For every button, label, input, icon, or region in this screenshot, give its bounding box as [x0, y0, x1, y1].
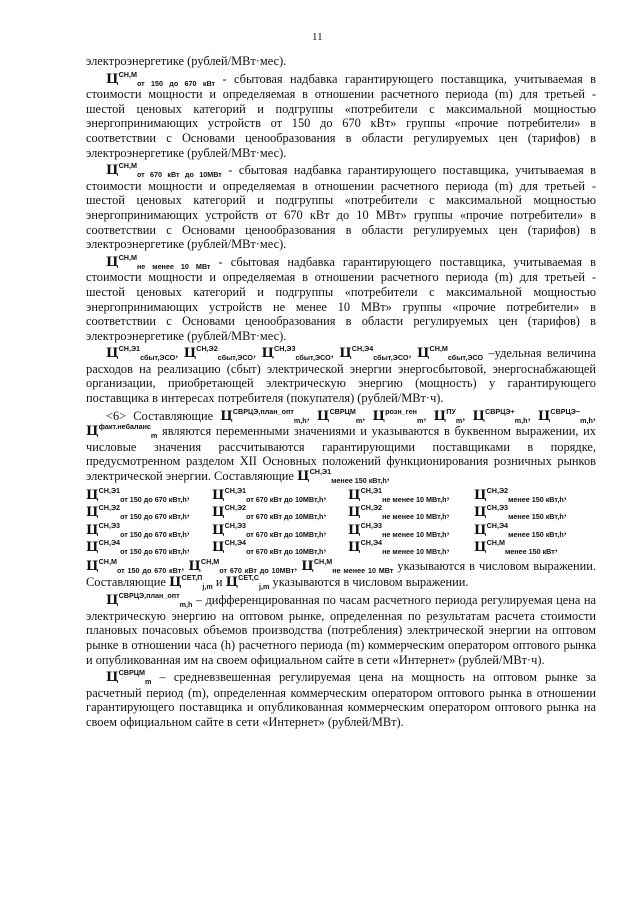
symbol-tsenа: Ц [106, 71, 119, 87]
symbol-superscript: СЕТ,С [238, 572, 259, 582]
symbol-superscript: СН,Э1 [224, 485, 247, 495]
paragraph-text: указываются в числовом выражении. Составляющие [86, 559, 596, 589]
symbol-superscript: СВРЦМ [118, 668, 145, 678]
symbol-subscript: не менее 10 МВт,h [382, 512, 447, 522]
definition-text: - сбытовая надбавка гарантирующего поставщика, учитываемая в стоимости мощности и определяемая в отношении расчетного периода (m) для третьей - шестой ценовых категорий и подгруппы «потребители с максимальной мощностью энергопринимающих устройств не менее 10 МВт» группы «прочие потребители» в соответствии с Основами ценообразования в области регулируемых цен (тарифов) в электроэнергетике (рублей/МВт·мес). [86, 254, 596, 343]
grid-cell: $Ц^{СН,Э3}_{от 150 до 670 кВт,h}$, [86, 520, 190, 539]
grid-cell: $Ц^{СН,Э1}_{от 670 кВт до 10МВт,h}$, [212, 485, 327, 504]
symbol: Ц [348, 522, 361, 538]
grid-cell: $Ц^{СН,М}_{менее 150 кВт}$, [474, 538, 558, 557]
symbol-subscript: не менее 10 МВт,h [382, 494, 447, 504]
document-body [86, 54, 596, 733]
symbol-superscript: СН,М [118, 252, 137, 262]
grid-cell: $Ц^{СН,Э2}_{не менее 10 МВт,h}$, [348, 503, 450, 522]
definition-9 [86, 670, 596, 729]
symbol-superscript: факт.небаланс [98, 422, 151, 432]
symbol-subscript: от 670 кВт до 10МВт,h [246, 512, 324, 522]
symbol: Ц [339, 346, 352, 362]
symbol-subscript: от 670 кВт до 10МВт [219, 566, 295, 575]
symbol-superscript: СН,Э3 [274, 344, 296, 354]
symbol: Ц [301, 559, 314, 574]
symbol-subscript: m [355, 415, 363, 425]
symbol: Ц [86, 522, 99, 538]
symbol-subscript: m,h [580, 415, 593, 425]
symbol-superscript: СВРЦЭ,план_опт [118, 591, 180, 601]
symbol: Ц [348, 487, 361, 503]
symbol-superscript: СН,Э2 [98, 503, 121, 513]
symbol-superscript: СН,Э1 [98, 485, 121, 495]
symbol-subscript: m,h [179, 600, 193, 610]
symbol-subscript: сбыт,ЭСО [217, 353, 253, 363]
grid-cell: $Ц^{СН,Э1}_{от 150 до 670 кВт,h}$, [86, 485, 190, 504]
symbol-subscript: m,h [514, 415, 528, 425]
symbol: Ц [297, 469, 310, 485]
symbol-superscript: СН,Э2 [196, 344, 218, 354]
definition-text: - сбытовая надбавка гарантирующего поставщика, учитываемая в стоимости мощности и определяемая в отношении расчетного периода (m) для третьей - шестой ценовых категорий и подгруппы «потребители с максимальной мощностью энергопринимающих устройств от 150 до 670 кВт» группы «прочие потребители» в соответствии с Основами ценообразования в области регулируемых цен (тарифов) в электроэнергетике (рублей/МВт·мес). [86, 71, 596, 160]
symbol-superscript: СВРЦМ [329, 406, 356, 416]
symbol-subscript: менее 150 кВт,h [508, 529, 564, 539]
symbol-superscript: СН,Э2 [360, 503, 383, 513]
symbol: Ц [212, 505, 225, 521]
symbol: Ц [106, 163, 119, 179]
symbol-superscript: СН,М [313, 557, 333, 566]
symbol-subscript: не менее 10 МВт,h [382, 529, 447, 539]
symbol-subscript: сбыт,ЭСО [373, 353, 409, 363]
definition-4 [86, 346, 596, 405]
symbol: Ц [474, 540, 487, 556]
symbol-superscript: СН,М [486, 538, 505, 548]
paragraph-text: являются переменными значениями и указываются в буквенном выражении, их числовые значения рассчитываются гарантирующими поставщиками в порядке, предусмотренном разделом XII Основных положений функционирования розничных рынков электрической энергии. Составляющие [86, 424, 596, 484]
symbol: Ц [261, 346, 275, 362]
symbol: Ц [86, 505, 99, 521]
grid-cell: $Ц^{СН,Э1}_{не менее 10 МВт,h}$, [348, 485, 450, 504]
symbol-superscript: СН,М [429, 344, 448, 354]
symbol-superscript: СН,Э4 [486, 520, 509, 530]
symbol-superscript: СЕТ,П [181, 572, 203, 582]
symbol: Ц [86, 559, 99, 574]
grid-cell: $Ц^{СН,Э3}_{не менее 10 МВт,h}$, [348, 520, 450, 539]
symbol-subscript: m [144, 677, 152, 687]
symbol-subscript: от 150 до 670 кВт,h [120, 529, 187, 539]
grid-cell: $Ц^{СН,Э4}_{от 670 кВт до 10МВт,h}$, [212, 538, 327, 557]
symbol: Ц [86, 540, 99, 556]
symbol-subscript: от 150 до 670 кВт,h [120, 547, 187, 557]
definition-text: – дифференцированная по часам расчетного периода регулируемая цена на электрическую энергию на оптовом рынке, определенная по результатам расчета стоимости плановых почасовых объемов производства (потребления) электрической энергии на оптовом рынке в отношении часа (h) расчетного периода (m) коммерческим оператором оптового рынка и опубликованная им на своем официальном сайте в сети «Интернет» (рублей/МВт·ч). [86, 593, 596, 667]
symbol-subscript: сбыт,ЭСО [140, 353, 176, 363]
paragraph-text: указываются в числовом выражении. [272, 574, 469, 589]
symbol-subscript: менее 150 кВт,h [508, 494, 564, 504]
symbol-superscript: СН,Э3 [224, 520, 247, 530]
symbol: Ц [348, 505, 361, 521]
symbol: Ц [474, 487, 487, 503]
symbol-subscript: от 670 кВт до 10МВт,h [246, 529, 324, 539]
definition-2 [86, 163, 596, 252]
symbol: Ц [225, 574, 239, 590]
symbol-superscript: СН,М [118, 69, 137, 79]
symbol: Ц [212, 522, 225, 538]
symbol-superscript: розн_ген [385, 406, 417, 416]
symbol-subscript: j,m [202, 581, 213, 591]
symbol-subscript: сбыт,ЭСО [447, 353, 484, 363]
symbol: Ц [316, 408, 330, 424]
symbol: Ц [472, 408, 486, 424]
symbol-superscript: СН,М [118, 161, 137, 171]
symbol: Ц [433, 408, 447, 424]
symbol-superscript: СН,Э4 [360, 538, 383, 548]
symbol: Ц [86, 487, 99, 503]
symbol: Ц [106, 254, 119, 270]
symbol: Ц [537, 408, 551, 424]
definition-text: – средневзвешенная регулируемая цена на мощность на оптовом рынке за расчетный период (m), определенная коммерческим оператором оптового рынка в отношении гарантирующего поставщика и опубликованная коммерческим оператором оптового рынка на своем официальном сайте в сети «Интернет» (рублей/МВт). [86, 670, 597, 729]
symbol-superscript: СН,Э3 [486, 503, 509, 513]
symbol: Ц [106, 346, 119, 362]
grid-cell: $Ц^{СН,Э4}_{менее 150 кВт,h}$, [474, 520, 567, 539]
symbol-subscript: m [455, 415, 463, 425]
symbol-subscript: не менее 10 МВт [332, 566, 394, 575]
symbol: Ц [86, 424, 99, 440]
symbol: Ц [416, 346, 430, 362]
symbol-subscript: не менее 10 МВт,h [382, 547, 447, 557]
symbol-superscript: ПУ [446, 406, 456, 416]
grid-cell: $Ц^{СН,Э2}_{от 670 кВт до 10МВт,h}$, [212, 503, 327, 522]
symbol: Ц [183, 346, 197, 362]
symbol-subscript: от 150 до 670 кВт [116, 566, 182, 575]
symbol: Ц [106, 670, 119, 686]
symbol-subscript: от 670 кВт до 10МВт,h [246, 494, 324, 504]
symbol-subscript: не менее 10 МВт [136, 261, 211, 271]
symbol-grid [86, 485, 596, 557]
definition-8 [86, 593, 596, 667]
symbol: Ц [474, 522, 487, 538]
symbol-superscript: СН,Э4 [98, 538, 121, 548]
symbol-superscript: СН,М [200, 557, 220, 566]
paragraph-0: электроэнергетике (рублей/МВт·мес). [86, 54, 287, 68]
symbol-superscript: СН,Э3 [98, 520, 121, 530]
symbol-group: $Ц^{СН,Э1}_{сбыт,ЭСО}$, $Ц^{СН,Э2}_{сбыт,ЭСО}$, $Ц^{СН,Э3}_{сбыт,ЭСО}$, $Ц^{СН,Э4}_{сбыт,ЭСО}$, $Ц^{СН,М}_{сбыт,ЭСО}$ [106, 344, 484, 363]
symbol-superscript: СВРЦЭ− [550, 406, 581, 416]
symbol-superscript: СН,Э4 [224, 538, 247, 548]
symbol-superscript: СВРЦЭ,план_опт [232, 406, 294, 416]
symbol-superscript: СН,Э1 [360, 485, 383, 495]
grid-cell: $Ц^{СН,Э4}_{не менее 10 МВт,h}$, [348, 538, 450, 557]
definition-text: –удельная величина расходов на реализацию (сбыт) электрической энергии энергосбытовой, энергоснабжающей организации, приобретающей электрическую энергию (мощность) у гарантирующего поставщика в интересах потребителя (покупателя) (рублей/МВт·ч). [86, 346, 597, 406]
symbol-superscript: СН,Э1 [118, 344, 141, 354]
symbol-subscript: от 670 кВт до 10МВт,h [246, 547, 324, 557]
definition-text: - сбытовая надбавка гарантирующего поставщика, учитываемая в стоимости мощности и определяемая в отношении расчетного периода (m) для третьей - шестой ценовых категорий и подгруппы «потребители с максимальной мощностью энергопринимающих устройств от 670 кВт до 10 МВт» группы «прочие потребители» в соответствии с Основами ценообразования в области регулируемых цен (тарифов) в электроэнергетике (рублей/МВт·мес). [86, 163, 596, 252]
symbol-subscript: от 150 до 670 кВт,h [120, 494, 187, 504]
symbol: Ц [372, 408, 386, 424]
definition-1 [86, 69, 596, 161]
symbol-superscript: СН,Э3 [360, 520, 383, 530]
symbol-superscript: СН,М [98, 557, 117, 566]
symbol-subscript: от 150 до 670 кВт,h [120, 512, 187, 522]
symbol-subscript: от 150 до 670 кВт [136, 78, 216, 88]
symbol: Ц [106, 593, 119, 609]
symbol-subscript: j,m [259, 581, 270, 591]
grid-cell: $Ц^{СН,Э4}_{от 150 до 670 кВт,h}$, [86, 538, 190, 557]
symbol: Ц [212, 540, 225, 556]
symbol-subscript: менее 150 кВт,h [331, 476, 387, 486]
symbol-superscript: СН,Э2 [486, 485, 509, 495]
symbol-subscript: m [417, 415, 424, 425]
symbol: Ц [474, 505, 487, 521]
symbol-subscript: менее 150 кВт,h [508, 512, 564, 522]
paragraph-7: $Ц^{СН,М}_{от 150 до 670 кВт}$, $Ц^{СН,М}_{от 670 кВт до 10МВт}$, $Ц^{СН,М}_{не менее 10 МВт}$ указываются в числовом выражении. Составляющие $Ц^{СЕТ,П}_{j,m}$ и $Ц^{СЕТ,С}_{j,m}$ указываются в числовом выражении. [86, 557, 596, 591]
symbol-subscript: сбыт,ЭСО [295, 353, 331, 363]
conjunction: и [215, 574, 223, 589]
symbol-superscript: СВРЦЭ+ [485, 406, 515, 416]
symbol-superscript: СН,Э4 [351, 344, 374, 354]
symbol-superscript: СН,Э2 [224, 503, 247, 513]
paragraph-lead: <6> Составляющие [106, 408, 214, 423]
symbol: Ц [212, 487, 225, 503]
grid-cell: $Ц^{СН,Э2}_{менее 150 кВт,h}$, [474, 485, 567, 504]
paragraph-6: <6> Составляющие $Ц^{СВРЦЭ,план\_опт}_{m,h}$, $Ц^{СВРЦМ}_m$, $Ц^{розн\_ген}_m$, $Ц^{ПУ}_m$, $Ц^{СВРЦЭ+}_{m,h}$, $Ц^{СВРЦЭ-}_{m,h}$, $Ц^{факт.небаланс}_m$ являются переменными значениями и указываются в буквенном выражении, их числовые значения рассчитываются гарантирующими поставщиками в порядке, предусмотренном разделом XII Основных положений функционирования розничных рынков электрической энергии. Составляющие $Ц^{СН,Э1}_{менее 150 кВт,h}$, [86, 406, 597, 486]
grid-cell: $Ц^{СН,Э3}_{менее 150 кВт,h}$, [474, 503, 567, 522]
grid-cell: $Ц^{СН,Э2}_{от 150 до 670 кВт,h}$, [86, 503, 190, 522]
grid-cell: $Ц^{СН,Э3}_{от 670 кВт до 10МВт,h}$, [212, 520, 327, 539]
symbol: Ц [348, 540, 361, 556]
symbol: Ц [188, 559, 201, 574]
page-number: 11 [312, 31, 323, 43]
symbol-subscript: m [150, 431, 158, 441]
symbol-subscript: m,h [293, 415, 307, 425]
symbol: Ц [168, 574, 182, 590]
symbol-subscript: менее 150 кВт [504, 547, 555, 557]
symbol-subscript: от 670 кВт до 10МВт [136, 170, 222, 180]
definition-3 [86, 252, 596, 344]
symbol: Ц [220, 408, 233, 424]
symbol-superscript: СН,Э1 [309, 467, 332, 477]
